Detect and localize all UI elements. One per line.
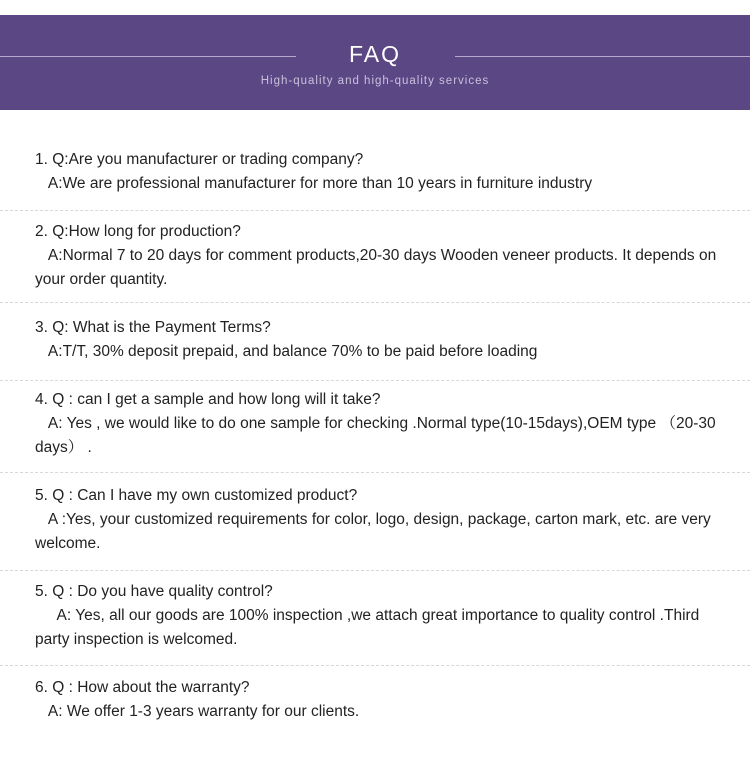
faq-answer: A: Yes, all our goods are 100% inspection ,we attach great importance to quality control .Third party inspection is welcomed.: [35, 607, 704, 648]
faq-banner: [0, 15, 750, 110]
faq-answer: A:Normal 7 to 20 days for comment products,20-30 days Wooden veneer products. It depends on your order quantity.: [35, 247, 721, 288]
faq-question: 6. Q : How about the warranty?: [35, 679, 250, 696]
faq-question: 5. Q : Do you have quality control?: [35, 583, 273, 600]
faq-divider: [0, 665, 750, 666]
faq-divider: [0, 570, 750, 571]
faq-answer: A:We are professional manufacturer for more than 10 years in furniture industry: [35, 175, 593, 192]
faq-divider: [0, 472, 750, 473]
faq-question: 4. Q : can I get a sample and how long will it take?: [35, 391, 381, 408]
faq-question: 3. Q: What is the Payment Terms?: [35, 319, 271, 336]
page-title: FAQ: [348, 41, 401, 67]
faq-divider: [0, 380, 750, 381]
page-subtitle: High-quality and high-quality services: [260, 75, 490, 87]
faq-answer: A: Yes , we would like to do one sample for checking .Normal type(10-15days),OEM type （20-30 days） .: [35, 415, 720, 456]
faq-divider: [0, 210, 750, 211]
faq-answer: A: We offer 1-3 years warranty for our clients.: [35, 703, 360, 720]
faq-answer: A :Yes, your customized requirements for color, logo, design, package, carton mark, etc. are very welcome.: [35, 511, 716, 552]
faq-divider: [0, 302, 750, 303]
faq-question: 5. Q : Can I have my own customized product?: [35, 487, 358, 504]
faq-question: 1. Q:Are you manufacturer or trading company?: [35, 151, 364, 168]
faq-answer: A:T/T, 30% deposit prepaid, and balance 70% to be paid before loading: [35, 343, 538, 360]
faq-question: 2. Q:How long for production?: [35, 223, 241, 240]
